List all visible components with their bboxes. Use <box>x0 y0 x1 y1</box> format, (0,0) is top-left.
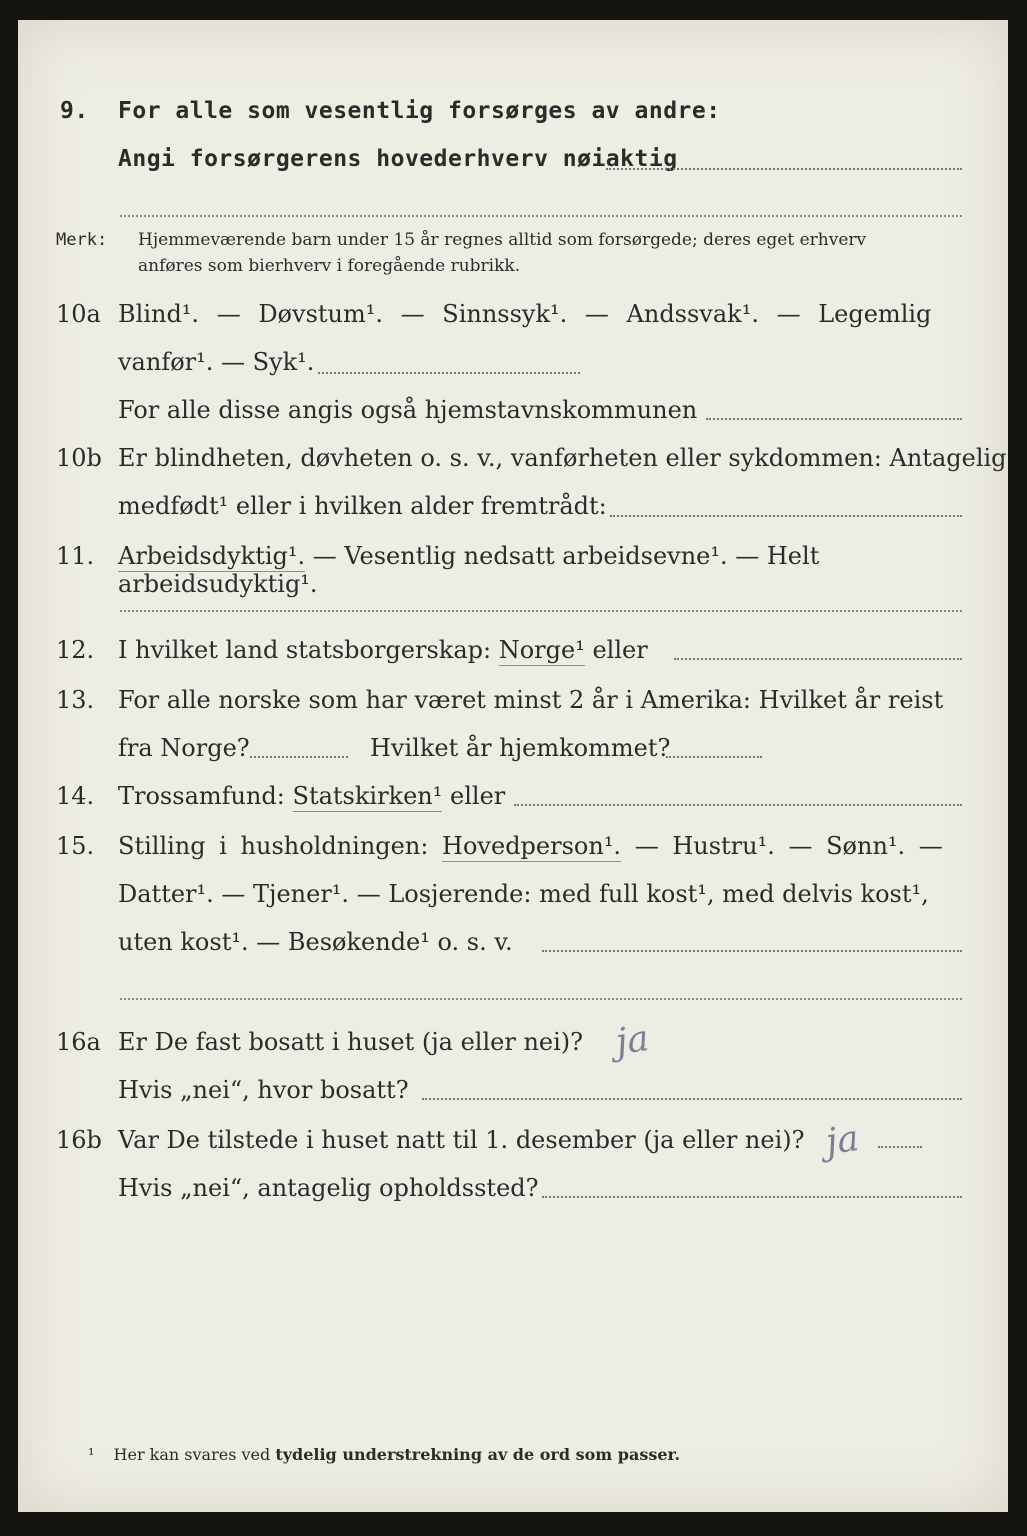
question-10a-line-2: vanfør¹. — Syk¹. <box>118 348 315 376</box>
question-9-line-1: For alle som vesentlig forsørges av andre: <box>118 98 721 124</box>
question-11-text <box>118 542 1008 598</box>
question-13-departure-line[interactable] <box>250 756 348 758</box>
question-10a-answer-line[interactable] <box>318 372 580 374</box>
question-14-prompt: Trossamfund: <box>118 782 293 810</box>
question-16b-line-2: Hvis „nei“, antagelig opholdssted? <box>118 1174 539 1202</box>
question-10b-number: 10b <box>56 444 102 472</box>
question-14-answer-line[interactable] <box>514 804 962 806</box>
question-15-answer-line[interactable] <box>542 950 962 952</box>
question-13-line-2a: fra Norge? <box>118 734 250 762</box>
question-15-prompt: Stilling i husholdningen: <box>118 832 443 860</box>
question-11-selected-option[interactable]: Arbeidsdyktig¹. <box>118 542 306 570</box>
question-9-line-2: Angi forsørgerens hovederhverv nøiaktig <box>118 146 678 172</box>
question-12-prompt: I hvilket land statsborgerskap: <box>118 636 499 664</box>
footnote <box>88 1445 680 1464</box>
question-16a-line-2: Hvis „nei“, hvor bosatt? <box>118 1076 409 1104</box>
note-label: Merk: <box>56 230 108 250</box>
question-13-return-line[interactable] <box>666 756 762 758</box>
question-13-line-2b: Hvilket år hjemkommet? <box>370 734 671 762</box>
question-12-text <box>118 636 648 664</box>
question-15-line-3[interactable]: uten kost¹. — Besøkende¹ o. s. v. <box>118 928 513 956</box>
footnote-text: Her kan svares ved <box>113 1445 276 1464</box>
question-12-selected-option[interactable]: Norge¹ <box>498 636 585 664</box>
question-16b-location-line[interactable] <box>542 1196 962 1198</box>
note-line-1: Hjemmeværende barn under 15 år regnes alltid som forsørgede; deres eget erhverv <box>138 230 867 250</box>
question-9-number: 9. <box>60 98 89 124</box>
question-16a-handwritten-answer[interactable]: ja <box>613 1017 652 1064</box>
question-10b-line-2: medfødt¹ eller i hvilken alder fremtrådt: <box>118 492 607 520</box>
question-15-line-1 <box>118 832 943 860</box>
question-14-selected-option[interactable]: Statskirken¹ <box>292 782 443 810</box>
question-16a-line-1: Er De fast bosatt i huset (ja eller nei)? <box>118 1028 584 1056</box>
question-16b-number: 16b <box>56 1126 102 1154</box>
question-10a-line-3: For alle disse angis også hjemstavnskommunen <box>118 396 698 424</box>
census-form-page <box>18 20 1008 1512</box>
question-11-number: 11. <box>56 542 95 570</box>
question-12-number: 12. <box>56 636 95 664</box>
question-10b-line-1: Er blindheten, døvheten o. s. v., vanførheten eller sykdommen: Antagelig <box>118 444 1007 472</box>
question-9-answer-line-2[interactable] <box>120 215 962 217</box>
question-16b-handwritten-answer[interactable]: ja <box>823 1117 862 1164</box>
question-14-alt: eller <box>442 782 506 810</box>
question-9-answer-line[interactable] <box>606 168 962 170</box>
question-15-answer-line-2[interactable] <box>120 998 962 1000</box>
question-16a-answer-line[interactable] <box>422 1098 962 1100</box>
question-11-answer-line[interactable] <box>120 610 962 612</box>
question-12-alt: eller <box>584 636 648 664</box>
question-13-number: 13. <box>56 686 95 714</box>
question-11-other-options[interactable]: — Vesentlig nedsatt arbeidsevne¹. — Helt arbeidsudyktig¹. <box>118 542 820 598</box>
question-16a-number: 16a <box>56 1028 101 1056</box>
question-10a-line-1: Blind¹. — Døvstum¹. — Sinnssyk¹. — Andssvak¹. — Legemlig <box>118 300 932 328</box>
question-15-line-2[interactable]: Datter¹. — Tjener¹. — Losjerende: med full kost¹, med delvis kost¹, <box>118 880 929 908</box>
question-14-text <box>118 782 505 810</box>
footnote-bold-text: tydelig understrekning av de ord som passer. <box>275 1445 681 1464</box>
question-10a-hometown-line[interactable] <box>706 418 962 420</box>
question-10b-answer-line[interactable] <box>610 515 962 517</box>
question-15-other-options[interactable]: — Hustru¹. — Sønn¹. — <box>621 832 943 860</box>
question-16b-answer-line[interactable] <box>878 1146 922 1148</box>
question-13-line-1: For alle norske som har været minst 2 år i Amerika: Hvilket år reist <box>118 686 944 714</box>
note-line-2: anføres som bierhverv i foregående rubrikk. <box>138 256 521 276</box>
question-16b-line-1: Var De tilstede i huset natt til 1. desember (ja eller nei)? <box>118 1126 805 1154</box>
question-10a-number: 10a <box>56 300 101 328</box>
footnote-mark: ¹ <box>88 1445 95 1464</box>
question-12-answer-line[interactable] <box>674 658 962 660</box>
question-15-number: 15. <box>56 832 95 860</box>
question-15-selected-option[interactable]: Hovedperson¹. <box>442 832 622 860</box>
question-14-number: 14. <box>56 782 95 810</box>
